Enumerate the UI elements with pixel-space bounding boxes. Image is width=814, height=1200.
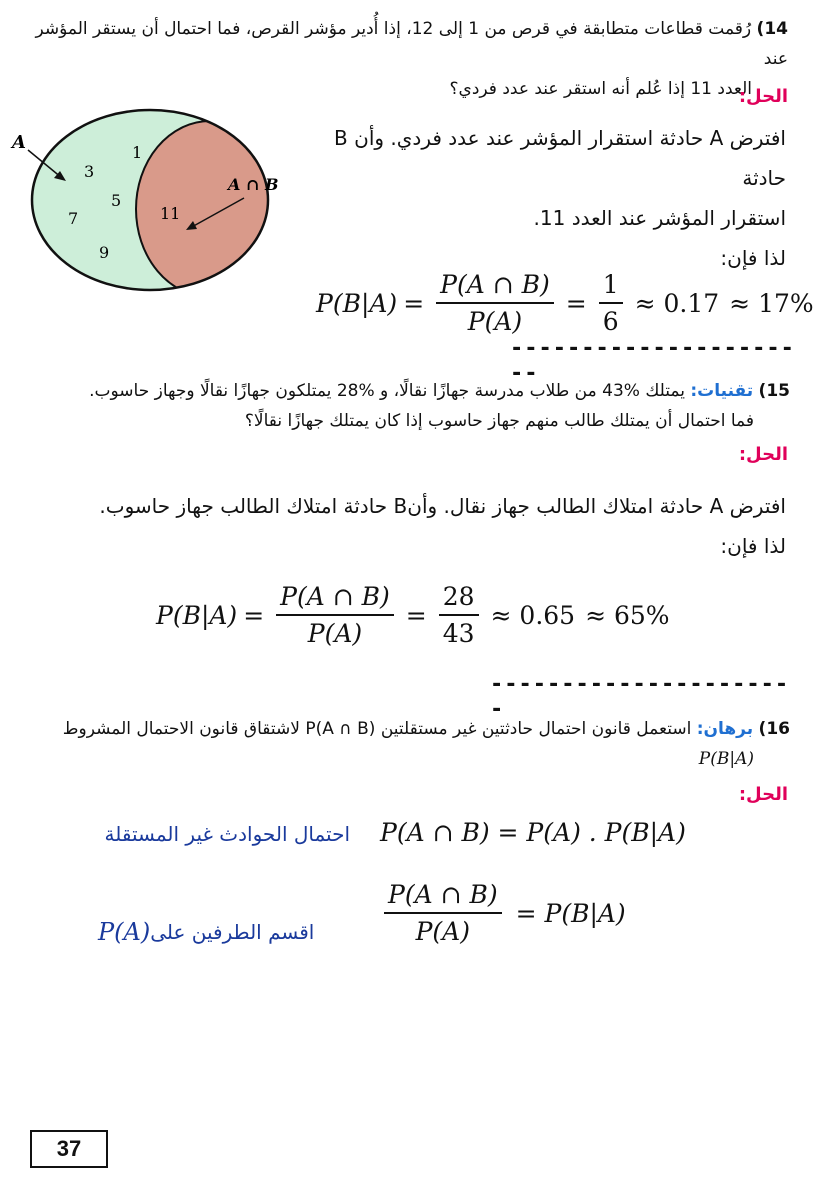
q14-frac-den: P(A): [467, 307, 523, 336]
q16-step1-eq-text: P(A ∩ B) = P(A) . P(B|A): [380, 818, 686, 847]
q16-step2-note-text: اقسم الطرفين على: [150, 920, 315, 944]
q14-sol-line2: استقرار المؤشر عند العدد 11.: [533, 206, 786, 230]
q15-solution-label: الحل:: [738, 444, 788, 465]
q16-step2-note-math: P(A): [98, 918, 151, 946]
venn-number-5: 5: [111, 191, 122, 210]
q15-value-fraction: [439, 582, 479, 648]
q14-line1-text: رُقمت قطاعات متطابقة في قرص من 1 إلى 12، إذا أُدير مؤشر القرص، فما احتمال أن يستقر المؤشر عند: [35, 19, 788, 69]
q15-value-den: 43: [442, 619, 475, 648]
q16-step2-eq: [378, 880, 626, 946]
separator-1: ----------------------: [510, 336, 795, 386]
q15-line1-text: يمتلك %43 من طلاب مدرسة جهازًا نقالًا، و %28 يمتلكون جهازًا نقالًا وجهاز حاسوب.: [89, 381, 685, 401]
venn-number-7: 7: [68, 209, 79, 228]
venn-number-9: 9: [99, 243, 110, 262]
q16-step1-eq: [380, 818, 686, 847]
page-number: 37: [56, 1136, 82, 1161]
q14-sol-line1: افترض A حادثة استقرار المؤشر عند عدد فردي. وأن B حادثة: [334, 126, 786, 190]
q14-line2: العدد 11 إذا عُلم أنه استقر عند عدد فردي؟: [449, 79, 752, 99]
venn-diagram: [0, 104, 300, 304]
q14-frac-num: P(A ∩ B): [436, 270, 554, 304]
venn-label-a: A: [12, 132, 26, 153]
venn-number-3: 3: [84, 162, 95, 181]
q15-sol-line2: لذا فإن:: [720, 534, 786, 558]
separator-2: ----------------------: [490, 672, 790, 722]
q15-keyword: تقنيات:: [690, 381, 754, 401]
q15-value-num: 28: [439, 582, 479, 616]
q16-step2-fraction: [384, 880, 502, 946]
q16-text: [0, 714, 790, 774]
q14-approx2: ≈ 17%: [729, 288, 814, 318]
q15-line2: فما احتمال أن يمتلك طالب منهم جهاز حاسوب إذا كان يمتلك جهازًا نقالًا؟: [244, 411, 754, 431]
venn-number-11: 11: [160, 204, 181, 223]
q15-sol-line1: افترض A حادثة امتلاك الطالب جهاز نقال. وأنB حادثة امتلاك الطالب جهاز حاسوب.: [99, 494, 786, 518]
q14-solution: [286, 118, 786, 278]
q16-step2-note: [98, 918, 314, 946]
page-number-box: [30, 1130, 108, 1168]
q16-keyword: برهان:: [696, 719, 754, 739]
q14-number: 14): [756, 19, 788, 39]
venn-label-ab: A ∩ B: [228, 175, 279, 194]
q16-solution-label: الحل:: [738, 784, 788, 805]
q16-line2-math: P(B|A): [698, 749, 754, 769]
q16-step2-num: P(A ∩ B): [384, 880, 502, 914]
q15-formula-lhs: P(B|A): [156, 600, 238, 630]
q14-sol-line3: لذا فإن:: [720, 246, 786, 270]
q14-solution-label: الحل:: [738, 86, 788, 107]
q16-step2-den: P(A): [415, 917, 470, 946]
q15-frac-num: P(A ∩ B): [276, 582, 394, 616]
q15-number: 15): [758, 381, 790, 401]
q14-line1: [8, 14, 788, 74]
q16-line1: [0, 714, 790, 744]
q15-approx1: ≈ 0.65: [490, 600, 576, 630]
q15-frac-den: P(A): [307, 619, 363, 648]
q14-main-fraction: [436, 270, 554, 336]
q15-solution: [6, 486, 786, 566]
q16-step1-note: احتمال الحوادث غير المستقلة: [104, 822, 350, 846]
venn-number-1: 1: [132, 143, 143, 162]
q15-approx2: ≈ 65%: [585, 600, 670, 630]
q14-value-fraction: [599, 270, 623, 336]
q14-value-num: 1: [599, 270, 623, 304]
q14-formula: P(B|A) = $\frac{P(A \cap B)}{P(A)}$ = $\frac{1}{6}$ ≈ 0.17 ≈ 17%: [316, 270, 814, 336]
q16-line2: [0, 744, 790, 774]
q14-text: [8, 14, 788, 104]
q14-approx1: ≈ 0.17: [634, 288, 720, 318]
q14-value-den: 6: [602, 307, 619, 336]
q15-line1: [0, 376, 790, 406]
q14-formula-lhs: P(B|A): [316, 288, 398, 318]
q16-step2-rhs: = P(B|A): [515, 898, 626, 928]
q15-formula: P(B|A) = $\frac{P(A \cap B)}{P(A)}$ = $\frac{28}{43}$ ≈ 0.65 ≈ 65%: [156, 582, 670, 648]
q16-number: 16): [758, 719, 790, 739]
q15-text: [0, 376, 790, 436]
q15-main-fraction: [276, 582, 394, 648]
q16-line1-text: استعمل قانون احتمال حادثتين غير مستقلتين P(A ∩ B) لاشتقاق قانون الاحتمال المشروط: [62, 719, 692, 739]
